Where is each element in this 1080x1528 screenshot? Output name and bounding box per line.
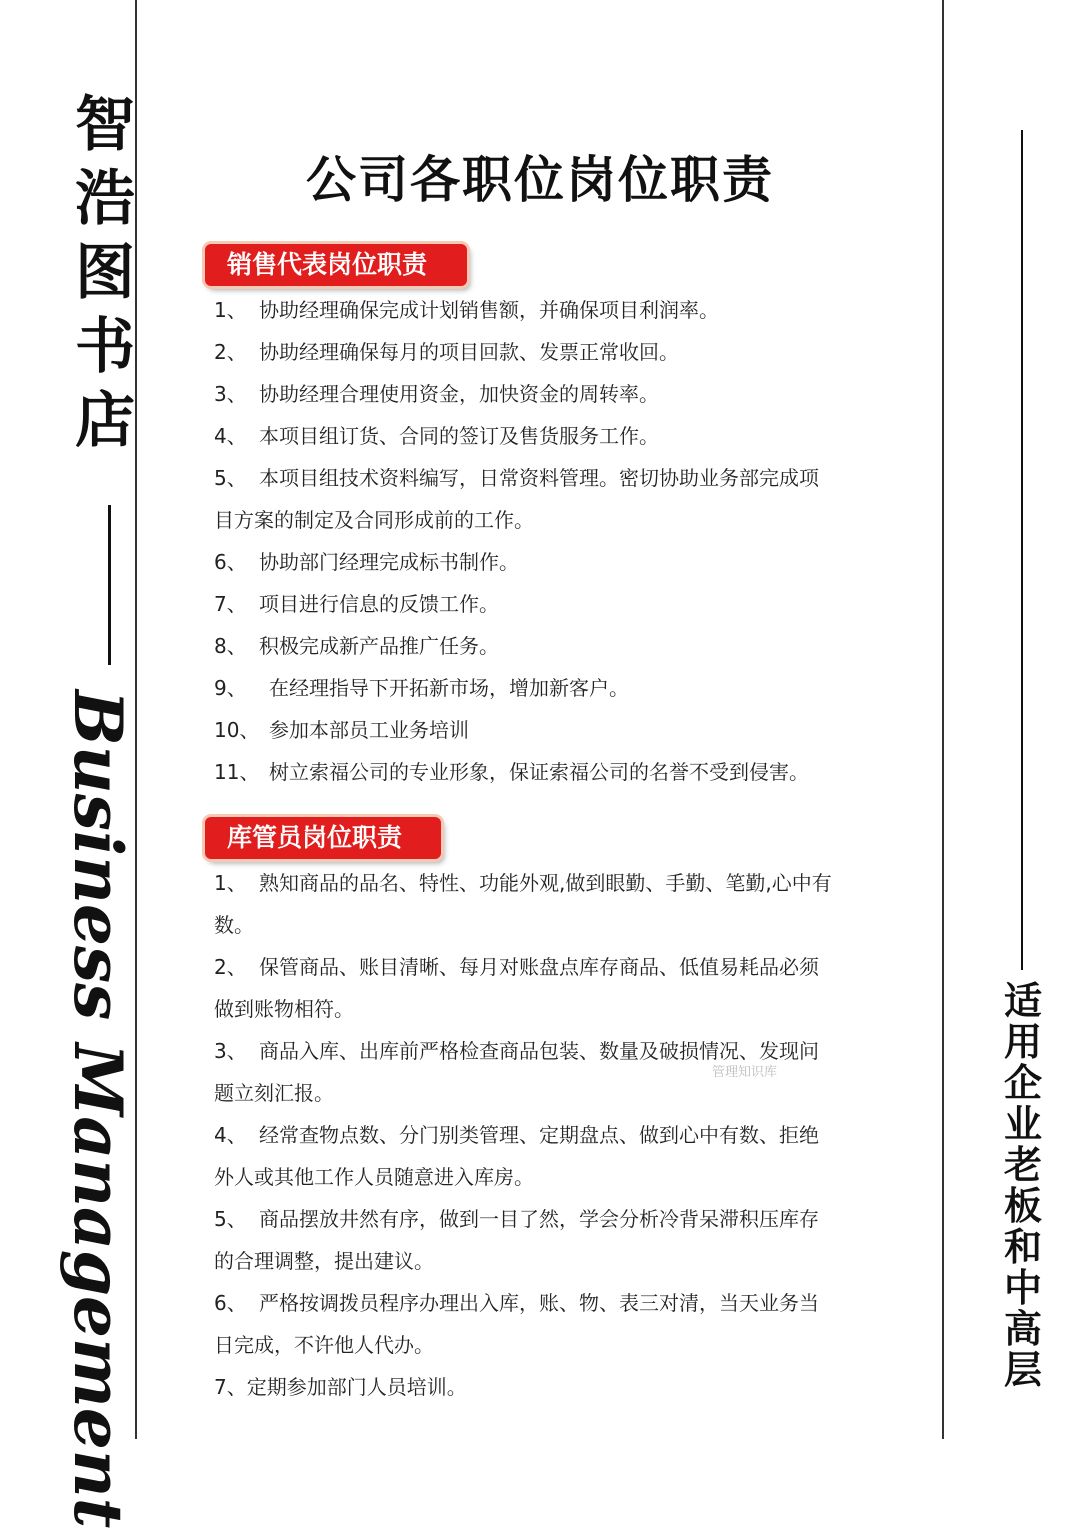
line-text: 做到账物相符。 [214,997,354,1021]
watermark: 管理知识库 [712,1065,778,1080]
line-number: 11、 [214,760,260,784]
line-text: 协助经理确保完成计划销售额，并确保项目利润率。 [259,298,719,322]
warehouse-duty-line [214,1114,874,1156]
section-heading-warehouse: 库管员岗位职责 [205,817,441,859]
line-text: 在经理指导下开拓新市场，增加新客户。 [269,676,629,700]
line-text: 商品摆放井然有序，做到一目了然，学会分析冷背呆滞积压库存 [259,1207,819,1231]
line-text: 题立刻汇报。 [214,1081,334,1105]
document-title: 公司各职位岗位职责 [306,151,774,209]
sales-duty-line [214,457,874,499]
line-number: 5、 [214,466,247,490]
line-text: 熟知商品的品名、特性、功能外观,做到眼勤、手勤、笔勤,心中有 [259,871,832,895]
sales-duty-line-continued [214,499,874,541]
line-text: 严格按调拨员程序办理出入库，账、物、表三对清，当天业务当 [259,1291,819,1315]
line-number: 2、 [214,955,247,979]
line-text: 数。 [214,913,254,937]
line-text: 日完成，不许他人代办。 [214,1333,434,1357]
warehouse-duty-line [214,1282,874,1324]
sales-duty-line [214,583,874,625]
line-number: 1、 [214,298,247,322]
side-note-line [1021,130,1023,970]
sales-duty-line [214,751,874,793]
line-text: 本项目组技术资料编写，日常资料管理。密切协助业务部完成项 [259,466,819,490]
line-text: 7、定期参加部门人员培训。 [214,1375,467,1399]
line-text: 保管商品、账目清晰、每月对账盘点库存商品、低值易耗品必须 [259,955,819,979]
line-text: 本项目组订货、合同的签订及售货服务工作。 [259,424,659,448]
line-text: 目方案的制定及合同形成前的工作。 [214,508,534,532]
warehouse-duty-line-continued [214,1156,874,1198]
warehouse-duty-line-continued [214,1240,874,1282]
brand-name-en: Business Management [59,690,137,1528]
right-border-line [942,0,944,1439]
sales-duty-line [214,541,874,583]
line-number: 5、 [214,1207,247,1231]
sales-duty-line [214,289,874,331]
line-number: 3、 [214,382,247,406]
line-number: 2、 [214,340,247,364]
warehouse-duty-line [214,1198,874,1240]
line-number: 3、 [214,1039,247,1063]
line-text: 协助部门经理完成标书制作。 [259,550,519,574]
sales-duty-line [214,709,874,751]
line-text: 商品入库、出库前严格检查商品包装、数量及破损情况、发现问 [259,1039,819,1063]
sales-duty-line [214,667,874,709]
sales-duty-line [214,331,874,373]
warehouse-duty-line-continued [214,988,874,1030]
line-text: 外人或其他工作人员随意进入库房。 [214,1165,534,1189]
line-number: 7、 [214,592,247,616]
brand-divider [108,505,111,665]
line-text: 协助经理合理使用资金，加快资金的周转率。 [259,382,659,406]
warehouse-duty-line [214,862,874,904]
line-number: 6、 [214,1291,247,1315]
line-number: 1、 [214,871,247,895]
side-note: 适用企业老板和中高层 [1003,978,1042,1392]
line-number: 9、 [214,676,247,700]
line-text: 项目进行信息的反馈工作。 [259,592,499,616]
line-text: 参加本部员工业务培训 [269,718,469,742]
line-number: 10、 [214,718,260,742]
line-number: 6、 [214,550,247,574]
warehouse-duty-line-continued [214,1324,874,1366]
line-text: 协助经理确保每月的项目回款、发票正常收回。 [259,340,679,364]
brand-name-cn: 智浩图书店 [75,90,135,456]
line-number: 4、 [214,424,247,448]
warehouse-duty-line [214,946,874,988]
warehouse-duty-line [214,1366,874,1408]
line-text: 经常查物点数、分门别类管理、定期盘点、做到心中有数、拒绝 [259,1123,819,1147]
line-text: 积极完成新产品推广任务。 [259,634,499,658]
line-text: 的合理调整，提出建议。 [214,1249,434,1273]
sales-duty-line [214,415,874,457]
line-number: 4、 [214,1123,247,1147]
sales-duty-line [214,373,874,415]
sales-duty-line [214,625,874,667]
line-number: 8、 [214,634,247,658]
warehouse-duty-line-continued [214,904,874,946]
line-text: 树立索福公司的专业形象，保证索福公司的名誉不受到侵害。 [269,760,809,784]
section-heading-sales: 销售代表岗位职责 [205,244,467,286]
